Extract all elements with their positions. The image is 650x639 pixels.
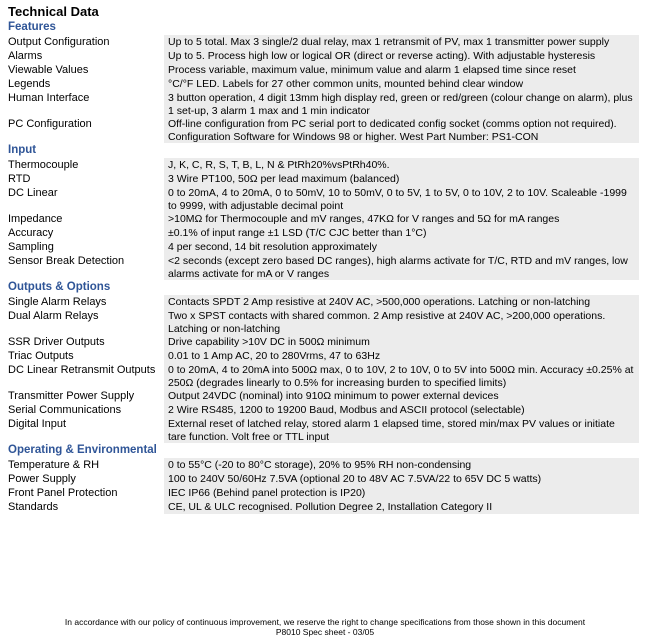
spec-label: Serial Communications	[8, 404, 122, 416]
spec-value: 2 Wire RS485, 1200 to 19200 Baud, Modbus and ASCII protocol (selectable)	[164, 403, 639, 417]
spec-value: <2 seconds (except zero based DC ranges), high alarms activate for T/C, RTD and mV ranges, low alarms activate for mA or V ranges	[164, 254, 639, 280]
spec-value: CE, UL & ULC recognised. Pollution Degree 2, Installation Category II	[164, 500, 639, 514]
spec-value: Up to 5 total. Max 3 single/2 dual relay, max 1 retransmit of PV, max 1 transmitter power supply	[164, 35, 639, 49]
spec-label: Dual Alarm Relays	[8, 310, 99, 322]
spec-row-human-interface	[0, 91, 650, 117]
spec-value: 0.01 to 1 Amp AC, 20 to 280Vrms, 47 to 63Hz	[164, 349, 639, 363]
section-heading-outputs-options: Outputs & Options	[8, 281, 111, 293]
spec-row-sensor-break-detection	[0, 254, 650, 280]
spec-value: Contacts SPDT 2 Amp resistive at 240V AC, >500,000 operations. Latching or non-latching	[164, 295, 639, 309]
spec-label: DC Linear Retransmit Outputs	[8, 364, 156, 376]
spec-label: Impedance	[8, 213, 63, 225]
spec-row-thermocouple	[0, 158, 650, 172]
spec-label: Temperature & RH	[8, 459, 100, 471]
spec-row-pc-configuration	[0, 117, 650, 143]
spec-label: Single Alarm Relays	[8, 296, 107, 308]
spec-row-standards	[0, 500, 650, 514]
spec-table	[0, 20, 650, 514]
spec-row-rtd	[0, 172, 650, 186]
spec-value: 3 button operation, 4 digit 13mm high display red, green or red/green (colour change on alarm), plus 1 set-up, 3 alarm 1 max and 1 min indicator	[164, 91, 639, 117]
spec-row-triac-outputs	[0, 349, 650, 363]
document-title: Technical Data	[8, 4, 99, 19]
spec-value: 0 to 55°C (-20 to 80°C storage), 20% to 95% RH non-condensing	[164, 458, 639, 472]
spec-row-accuracy	[0, 226, 650, 240]
spec-label: DC Linear	[8, 187, 58, 199]
spec-value: J, K, C, R, S, T, B, L, N & PtRh20%vsPtRh40%.	[164, 158, 639, 172]
spec-row-sampling	[0, 240, 650, 254]
spec-label: Human Interface	[8, 92, 90, 104]
spec-label: Transmitter Power Supply	[8, 390, 135, 402]
spec-value: 0 to 20mA, 4 to 20mA into 500Ω max, 0 to 10V, 2 to 10V, 0 to 5V into 500Ω min. Accuracy ±0.25% at 250Ω (degrades linearly to 0.5% for increasing burden to specified limits)	[164, 363, 639, 389]
spec-row-viewable-values	[0, 63, 650, 77]
spec-row-power-supply	[0, 472, 650, 486]
spec-label: SSR Driver Outputs	[8, 336, 105, 348]
spec-row-single-alarm-relays	[0, 295, 650, 309]
spec-value: Process variable, maximum value, minimum value and alarm 1 elapsed time since reset	[164, 63, 639, 77]
spec-value: Drive capability >10V DC in 500Ω minimum	[164, 335, 639, 349]
spec-label: Standards	[8, 501, 59, 513]
spec-value: IEC IP66 (Behind panel protection is IP20)	[164, 486, 639, 500]
footer-document-reference: P8010 Spec sheet - 03/05	[275, 627, 375, 637]
spec-value: Two x SPST contacts with shared common. 2 Amp resistive at 240V AC, >200,000 operations. Latching or non-latching	[164, 309, 639, 335]
spec-value: 4 per second, 14 bit resolution approximately	[164, 240, 639, 254]
spec-label: Front Panel Protection	[8, 487, 118, 499]
spec-row-transmitter-power-supply	[0, 389, 650, 403]
spec-row-digital-input	[0, 417, 650, 443]
spec-row-serial-communications	[0, 403, 650, 417]
spec-value: Output 24VDC (nominal) into 910Ω minimum to power external devices	[164, 389, 639, 403]
spec-value: 3 Wire PT100, 50Ω per lead maximum (balanced)	[164, 172, 639, 186]
spec-row-front-panel-protection	[0, 486, 650, 500]
spec-row-dual-alarm-relays	[0, 309, 650, 335]
spec-label: PC Configuration	[8, 118, 92, 130]
spec-label: Viewable Values	[8, 64, 89, 76]
spec-row-temperature-rh	[0, 458, 650, 472]
spec-label: Accuracy	[8, 227, 54, 239]
spec-row-dc-linear-retransmit-outputs	[0, 363, 650, 389]
spec-label: Power Supply	[8, 473, 76, 485]
spec-row-legends	[0, 77, 650, 91]
spec-value: >10MΩ for Thermocouple and mV ranges, 47KΩ for V ranges and 5Ω for mA ranges	[164, 212, 639, 226]
spec-label: Legends	[8, 78, 51, 90]
spec-value: °C/°F LED. Labels for 27 other common units, mounted behind clear window	[164, 77, 639, 91]
section-heading-features: Features	[8, 21, 56, 33]
spec-row-output-configuration	[0, 35, 650, 49]
spec-value: 0 to 20mA, 4 to 20mA, 0 to 50mV, 10 to 50mV, 0 to 5V, 1 to 5V, 0 to 10V, 2 to 10V. Scaleable -1999 to 9999, with adjustable decimal point	[164, 186, 639, 212]
spec-label: Digital Input	[8, 418, 67, 430]
spec-value: Up to 5. Process high low or logical OR (direct or reverse acting). With adjustable hysteresis	[164, 49, 639, 63]
footer	[0, 617, 650, 637]
spec-row-ssr-driver-outputs	[0, 335, 650, 349]
spec-value: ±0.1% of input range ±1 LSD (T/C CJC better than 1°C)	[164, 226, 639, 240]
section-heading-operating-environmental: Operating & Environmental	[8, 444, 157, 456]
spec-row-dc-linear	[0, 186, 650, 212]
spec-label: RTD	[8, 173, 31, 185]
spec-label: Triac Outputs	[8, 350, 74, 362]
spec-label: Sensor Break Detection	[8, 255, 125, 267]
spec-value: 100 to 240V 50/60Hz 7.5VA (optional 20 to 48V AC 7.5VA/22 to 65V DC 5 watts)	[164, 472, 639, 486]
spec-row-alarms	[0, 49, 650, 63]
spec-label: Alarms	[8, 50, 43, 62]
spec-value: Off-line configuration from PC serial port to dedicated config socket (comms option not required). Configuration Software for Windows 98 or higher. West Part Number: PS1-CON	[164, 117, 639, 143]
section-heading-input: Input	[8, 144, 37, 156]
footer-disclaimer: In accordance with our policy of continuous improvement, we reserve the right to change specifications from those shown in this document	[64, 617, 586, 627]
spec-label: Output Configuration	[8, 36, 110, 48]
spec-value: External reset of latched relay, stored alarm 1 elapsed time, stored min/max PV values or initiate tare function. Volt free or TTL input	[164, 417, 639, 443]
spec-row-impedance	[0, 212, 650, 226]
spec-label: Thermocouple	[8, 159, 79, 171]
spec-label: Sampling	[8, 241, 54, 253]
